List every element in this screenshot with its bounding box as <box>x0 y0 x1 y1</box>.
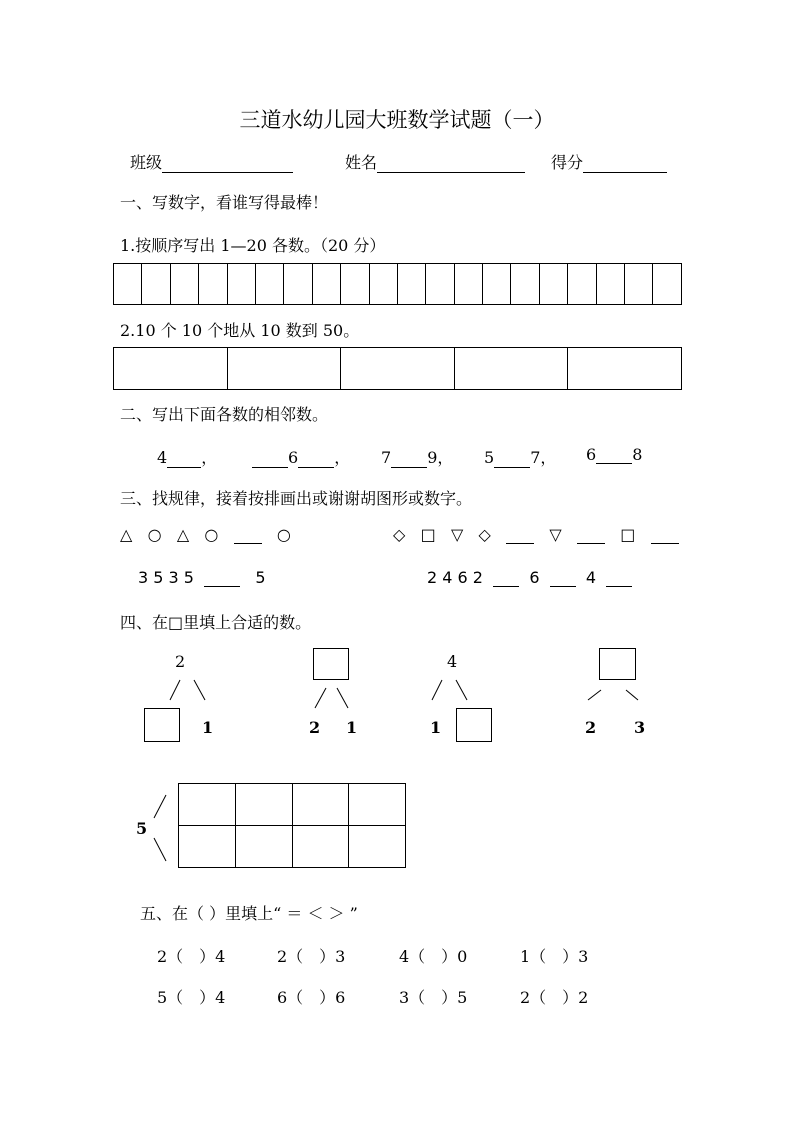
down-triangle-icon: ▽ <box>450 525 464 544</box>
grid-cell[interactable] <box>235 826 292 868</box>
square-icon: □ <box>420 525 436 544</box>
grid-cell[interactable] <box>349 784 406 826</box>
neighbor-item-1: 4 ， <box>157 448 218 467</box>
tree1-top-number: 2 <box>175 652 186 671</box>
tree4-top-box[interactable] <box>599 648 636 680</box>
section3-heading: 三、找规律，接着按排画出或谢谢胡图形或数字。 <box>120 489 473 508</box>
compare-item[interactable]: 2（ ）2 <box>520 988 589 1007</box>
compare-item[interactable]: 2（ ）4 <box>157 947 226 966</box>
tree2-left-number: 2 <box>309 718 321 737</box>
triangle-icon: △ <box>176 525 190 544</box>
number-pattern-2: 2 4 6 2 6 4 <box>427 568 632 587</box>
compare-item[interactable]: 1（ ）3 <box>520 947 589 966</box>
compare-item[interactable]: 6（ ）6 <box>277 988 346 1007</box>
neighbor-item-2: 6 ， <box>252 445 350 468</box>
square-icon: □ <box>620 525 636 544</box>
grid-cell[interactable] <box>235 784 292 826</box>
tree4-left-number: 2 <box>585 718 597 737</box>
page-title: 三道水幼儿园大班数学试题（一） <box>239 108 555 132</box>
class-label: 班级 <box>130 153 163 172</box>
question2-text: 2.10 个 10 个地从 10 数到 50。 <box>120 321 360 340</box>
tree3-left-number: 1 <box>430 718 442 737</box>
tree3-right-box[interactable] <box>456 708 492 742</box>
triangle-icon: △ <box>120 525 133 544</box>
compare-item[interactable]: 4（ ）0 <box>399 947 468 966</box>
tree3-top-number: 4 <box>447 652 458 671</box>
split-grid <box>178 783 406 868</box>
tree4-right-number: 3 <box>634 718 646 737</box>
neighbor-item-4: 5 7， <box>484 448 557 467</box>
tree2-top-box[interactable] <box>313 648 349 680</box>
compare-item[interactable]: 3（ ）5 <box>399 988 468 1007</box>
split-number: 5 <box>136 819 148 838</box>
neighbor-item-3: 7 9， <box>381 448 454 467</box>
circle-icon: ○ <box>276 525 291 544</box>
diamond-icon: ◇ <box>393 525 406 544</box>
down-triangle-icon: ▽ <box>549 525 562 544</box>
number-pattern-1: 3 5 3 5 5 <box>138 568 266 587</box>
score-label: 得分 <box>551 153 584 172</box>
compare-item[interactable]: 5（ ）4 <box>157 988 226 1007</box>
tree2-right-number: 1 <box>346 718 358 737</box>
grid-cell[interactable] <box>292 826 349 868</box>
question1-text: 1.按顺序写出 1—20 各数。（20 分） <box>120 236 386 255</box>
tree1-left-box[interactable] <box>144 708 180 742</box>
neighbor-item-5: 6 8 <box>586 445 643 464</box>
compare-item[interactable]: 2（ ）3 <box>277 947 346 966</box>
section4-heading: 四、在□里填上合适的数。 <box>120 613 312 632</box>
grid-cell[interactable] <box>349 826 406 868</box>
section5-heading: 五、在（ ）里填上“ ＝ ＜ ＞ ” <box>140 904 358 923</box>
section2-heading: 二、写出下面各数的相邻数。 <box>120 405 329 424</box>
grid-cell[interactable] <box>292 784 349 826</box>
grid-cell[interactable] <box>179 826 236 868</box>
diamond-icon: ◇ <box>478 525 491 544</box>
tree1-right-number: 1 <box>202 718 214 737</box>
grid-cell[interactable] <box>179 784 236 826</box>
name-label: 姓名 <box>345 153 378 172</box>
circle-icon: ○ <box>147 525 162 544</box>
circle-icon: ○ <box>204 525 219 544</box>
section1-heading: 一、写数字，看谁写得最棒！ <box>120 193 329 212</box>
